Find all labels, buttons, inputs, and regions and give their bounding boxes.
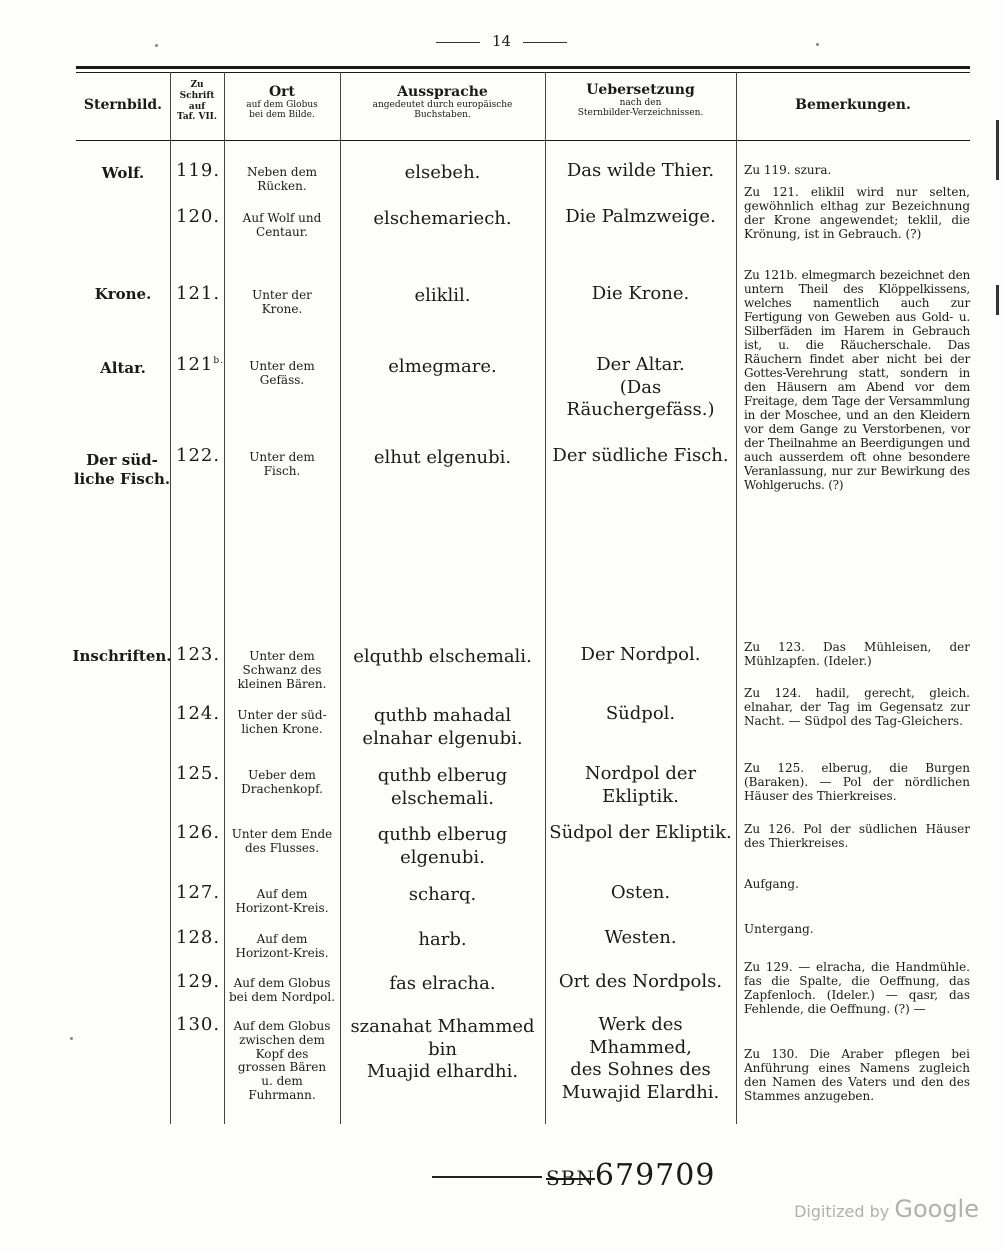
entry-number xyxy=(176,445,226,466)
location-cell xyxy=(226,451,338,479)
translation-cell xyxy=(545,882,736,905)
location-line: bei dem Nordpol. xyxy=(228,989,336,1004)
pronunciation-line: szanahat Mhammed xyxy=(350,1016,535,1037)
location-line: u. dem Fuhrmann. xyxy=(248,1074,316,1102)
remark-123: Zu 123. Das Mühleisen, der Mühlzapfen. (Ideler.) xyxy=(744,640,970,669)
pronunciation-line: elquthb elschemali. xyxy=(353,646,532,667)
entry-number-text: 119. xyxy=(176,160,221,181)
column-divider-4 xyxy=(545,72,546,1124)
translation-cell xyxy=(545,283,736,306)
table-header-rule xyxy=(76,72,970,73)
entry-number-text: 125. xyxy=(176,763,221,784)
pronunciation-line: Muajid elhardhi. xyxy=(366,1061,519,1082)
header-ort-sub: auf dem Globus xyxy=(246,100,318,111)
translation-cell xyxy=(545,354,736,422)
pronunciation-cell xyxy=(342,162,543,185)
header-schrift xyxy=(170,80,224,123)
column-divider-5 xyxy=(736,72,737,1124)
location-line: Neben dem xyxy=(246,165,318,179)
remark-130: Zu 130. Die Araber pflegen bei Anführung eines Namens zugleich den Namen des Vaters und den des Stammes anzugeben. xyxy=(744,1047,970,1104)
location-line: Schwanz des xyxy=(242,662,322,677)
header-bemerkungen-title: Bemerkungen. xyxy=(795,97,911,113)
pronunciation-line: elschemariech. xyxy=(373,208,512,229)
entry-number xyxy=(176,882,226,903)
location-line: Kopf des xyxy=(255,1046,309,1061)
page-number-dash-right xyxy=(523,42,567,43)
translation-cell xyxy=(545,644,736,667)
location-cell xyxy=(226,1020,338,1103)
location-cell xyxy=(226,650,338,691)
watermark-prefix: Digitized by xyxy=(794,1202,890,1221)
entry-number-text: 123. xyxy=(176,644,221,665)
header-schrift-line: auf xyxy=(188,101,206,112)
location-cell xyxy=(226,828,338,856)
location-cell xyxy=(226,360,338,388)
header-schrift-line: Taf. VII. xyxy=(176,112,218,123)
entry-number-text: 121. xyxy=(176,283,221,304)
translation-cell xyxy=(545,160,736,183)
location-cell xyxy=(226,709,338,737)
constellation-inschriften: Inschriften. xyxy=(72,647,172,665)
translation-cell xyxy=(545,763,736,808)
location-line: Rücken. xyxy=(257,178,307,193)
translation-cell xyxy=(545,206,736,229)
location-line: Ueber dem xyxy=(248,768,316,782)
location-line: Fisch. xyxy=(263,463,301,478)
scan-speck xyxy=(816,43,819,46)
stamp-number: 679709 xyxy=(594,1158,716,1193)
location-cell xyxy=(226,888,338,916)
entry-number xyxy=(176,644,226,665)
location-line: Auf dem xyxy=(256,887,308,901)
location-line: Unter der süd- xyxy=(237,708,327,722)
header-aussprache xyxy=(340,84,545,121)
entry-number xyxy=(176,206,226,227)
entry-number-superscript: b. xyxy=(213,356,224,366)
remark-129: Zu 129. — elracha, die Handmühle. fas die Spalte, die Oeffnung, das Zapfenloch. (Ideler.) — qasr, das Fehlende, die Oeffnung. (?) — xyxy=(744,960,970,1017)
location-cell xyxy=(226,166,338,194)
translation-line: Muwajid Elardhi. xyxy=(561,1081,720,1103)
entry-number-text: 122. xyxy=(176,445,221,466)
location-line: Unter dem xyxy=(249,359,315,373)
location-line: Auf Wolf und xyxy=(242,211,322,225)
translation-line: Südpol der Ekliptik. xyxy=(549,822,732,843)
entry-number-text: 124. xyxy=(176,703,221,724)
header-uebersetzung xyxy=(545,82,736,119)
translation-line: Ort des Nordpols. xyxy=(558,971,723,992)
table-top-rule xyxy=(76,66,970,69)
pronunciation-line: quthb elberug xyxy=(377,824,508,845)
location-line: Auf dem Globus xyxy=(233,976,331,990)
translation-line: Der Nordpol. xyxy=(580,644,701,665)
translation-line: Der Altar. xyxy=(596,354,685,375)
pronunciation-line: elgenubi. xyxy=(400,846,485,868)
page-number-text: 14 xyxy=(491,32,512,50)
header-uebersetzung-title: Uebersetzung xyxy=(586,82,695,98)
column-divider-3 xyxy=(340,72,341,1124)
pronunciation-line: elschemali. xyxy=(390,787,494,809)
entry-number xyxy=(176,354,226,375)
location-line: Gefäss. xyxy=(259,372,305,387)
entry-number-text: 120. xyxy=(176,206,221,227)
constellation-altar: Altar. xyxy=(100,359,146,377)
scan-edge-mark xyxy=(996,120,999,180)
page-number xyxy=(0,32,1003,50)
location-line: kleinen Bären. xyxy=(237,676,327,691)
table-header-bottom-rule xyxy=(76,140,970,141)
stamp-prefix: SBN xyxy=(546,1166,595,1190)
header-aussprache-title: Aussprache xyxy=(397,84,488,100)
pronunciation-line: elsebeh. xyxy=(404,162,481,183)
pronunciation-cell xyxy=(342,824,543,869)
pronunciation-cell xyxy=(342,884,543,907)
pronunciation-line: bin xyxy=(428,1038,457,1060)
pronunciation-line: elhut elgenubi. xyxy=(373,447,512,468)
pronunciation-cell xyxy=(342,356,543,379)
remark-119: Zu 119. szura. xyxy=(744,163,832,177)
constellation-fisch xyxy=(72,451,172,489)
translation-line: Nordpol der Ekliptik. xyxy=(584,763,697,807)
translation-cell xyxy=(545,1014,736,1104)
location-line: lichen Krone. xyxy=(241,721,323,736)
location-cell xyxy=(226,769,338,797)
library-stamp xyxy=(432,1158,715,1193)
constellation-fisch-line: Der süd- xyxy=(86,451,158,469)
pronunciation-line: quthb elberug xyxy=(377,765,508,786)
header-sternbild-title: Sternbild. xyxy=(83,97,163,113)
translation-cell xyxy=(545,822,736,845)
stamp-arrow xyxy=(432,1176,542,1178)
header-uebersetzung-sub: Sternbilder-Verzeichnissen. xyxy=(577,108,704,119)
location-line: Unter dem xyxy=(249,649,315,663)
translation-line: (Das Räuchergefäss.) xyxy=(566,376,715,420)
digitized-watermark xyxy=(794,1195,979,1223)
header-aussprache-sub: Buchstaben. xyxy=(414,110,471,121)
header-aussprache-sub: angedeutet durch europäische xyxy=(372,100,513,111)
pronunciation-line: elmegmare. xyxy=(388,356,497,377)
pronunciation-line: eliklil. xyxy=(414,285,471,306)
header-bemerkungen xyxy=(736,97,970,113)
location-line: Unter dem xyxy=(249,450,315,464)
location-line: Auf dem xyxy=(256,932,308,946)
pronunciation-cell xyxy=(342,1016,543,1084)
entry-number xyxy=(176,160,226,181)
location-line: Krone. xyxy=(261,301,303,316)
entry-number xyxy=(176,763,226,784)
header-schrift-line: Zu xyxy=(190,80,204,90)
location-line: Unter der xyxy=(252,288,312,302)
pronunciation-cell xyxy=(342,929,543,952)
remark-128: Untergang. xyxy=(744,922,814,936)
entry-number xyxy=(176,822,226,843)
remark-126: Zu 126. Pol der südlichen Häuser des Thierkreises. xyxy=(744,822,970,851)
scan-speck xyxy=(155,44,158,47)
translation-cell xyxy=(545,445,736,468)
pronunciation-line: quthb mahadal xyxy=(373,705,512,726)
pronunciation-cell xyxy=(342,447,543,470)
header-schrift-line: Schrift xyxy=(179,90,215,101)
translation-line: Die Palmzweige. xyxy=(565,206,716,227)
constellation-wolf: Wolf. xyxy=(101,164,145,182)
pronunciation-cell xyxy=(342,285,543,308)
entry-number-text: 121 xyxy=(176,354,214,375)
remark-121b: Zu 121b. elmegmarch bezeichnet den untern Theil des Klöppelkissens, welches namentlich auch zur Fertigung von Geweben aus Gold- u. Silberfäden im Harem in Gebrauch ist, u. die Räucherschale. Das Räuchern findet aber nicht bei der Gottes-Verehrung statt, sondern in den Häusern am Abend vor dem Freitage, dem Tage der Versammlung in der Moschee, und an den Kleidern vor dem Gange zu Verstorbenen, vor der Theilnahme an Beerdigungen und auch ausserdem oft ohne besondere Veranlassung, nur zur Bewirkung des Wohlgeruchs. (?) xyxy=(744,268,970,493)
constellation-fisch-line: liche Fisch. xyxy=(73,469,171,488)
translation-cell xyxy=(545,971,736,994)
pronunciation-line: elnahar elgenubi. xyxy=(362,727,523,749)
remark-127: Aufgang. xyxy=(744,877,799,891)
entry-number xyxy=(176,1014,226,1035)
pronunciation-cell xyxy=(342,973,543,996)
location-cell xyxy=(226,977,338,1005)
pronunciation-cell xyxy=(342,765,543,810)
header-sternbild xyxy=(76,97,170,113)
pronunciation-cell xyxy=(342,208,543,231)
entry-number-text: 128. xyxy=(176,927,221,948)
column-divider-2 xyxy=(224,72,225,1124)
location-line: zwischen dem xyxy=(239,1032,325,1047)
entry-number-text: 126. xyxy=(176,822,221,843)
entry-number xyxy=(176,703,226,724)
scan-edge-mark xyxy=(996,285,999,315)
pronunciation-line: scharq. xyxy=(408,884,477,905)
remark-125: Zu 125. elberug, die Burgen (Baraken). — Pol der nördlichen Häuser des Thierkreises. xyxy=(744,761,970,804)
entry-number-text: 130. xyxy=(176,1014,221,1035)
location-line: Drachenkopf. xyxy=(241,781,323,796)
entry-number-text: 129. xyxy=(176,971,221,992)
location-cell xyxy=(226,289,338,317)
location-line: Centaur. xyxy=(256,224,308,239)
pronunciation-line: harb. xyxy=(418,929,467,950)
header-ort-sub: bei dem Bilde. xyxy=(249,110,315,121)
translation-cell xyxy=(545,927,736,950)
page-number-dash-left xyxy=(436,42,480,43)
location-line: grossen Bären xyxy=(237,1060,327,1075)
translation-line: Osten. xyxy=(610,882,671,903)
watermark-brand: Google xyxy=(894,1195,979,1223)
header-ort xyxy=(224,84,340,121)
entry-number xyxy=(176,927,226,948)
translation-line: Der südliche Fisch. xyxy=(552,445,729,466)
header-ort-title: Ort xyxy=(268,84,296,100)
entry-number-text: 127. xyxy=(176,882,221,903)
translation-line: Südpol. xyxy=(605,703,676,724)
translation-cell xyxy=(545,703,736,726)
translation-line: Werk des Mhammed, xyxy=(589,1014,692,1058)
location-cell xyxy=(226,933,338,961)
location-line: Horizont-Kreis. xyxy=(235,900,329,915)
translation-line: des Sohnes des xyxy=(570,1059,711,1080)
translation-line: Westen. xyxy=(604,927,677,948)
remark-121: Zu 121. eliklil wird nur selten, gewöhnlich elthag zur Bezeichnung der Krone angewendet; teklil, die Krönung, ist in Gebrauch. (?) xyxy=(744,185,970,242)
pronunciation-cell xyxy=(342,705,543,750)
constellation-krone: Krone. xyxy=(94,285,152,303)
pronunciation-cell xyxy=(342,646,543,669)
remark-124: Zu 124. hadil, gerecht, gleich. elnahar, der Tag im Gegensatz zur Nacht. — Südpol des Tag-Gleichers. xyxy=(744,686,970,729)
location-line: Horizont-Kreis. xyxy=(235,945,329,960)
entry-number xyxy=(176,283,226,304)
column-divider-1 xyxy=(170,72,171,1124)
entry-number xyxy=(176,971,226,992)
location-line: Unter dem Ende xyxy=(231,827,333,841)
pronunciation-line: fas elracha. xyxy=(389,973,496,994)
location-line: Auf dem Globus xyxy=(233,1019,331,1033)
scan-speck xyxy=(70,1037,73,1040)
translation-line: Das wilde Thier. xyxy=(566,160,715,181)
location-line: des Flusses. xyxy=(244,840,320,855)
translation-line: Die Krone. xyxy=(591,283,690,304)
header-uebersetzung-sub: nach den xyxy=(619,98,662,109)
location-cell xyxy=(226,212,338,240)
